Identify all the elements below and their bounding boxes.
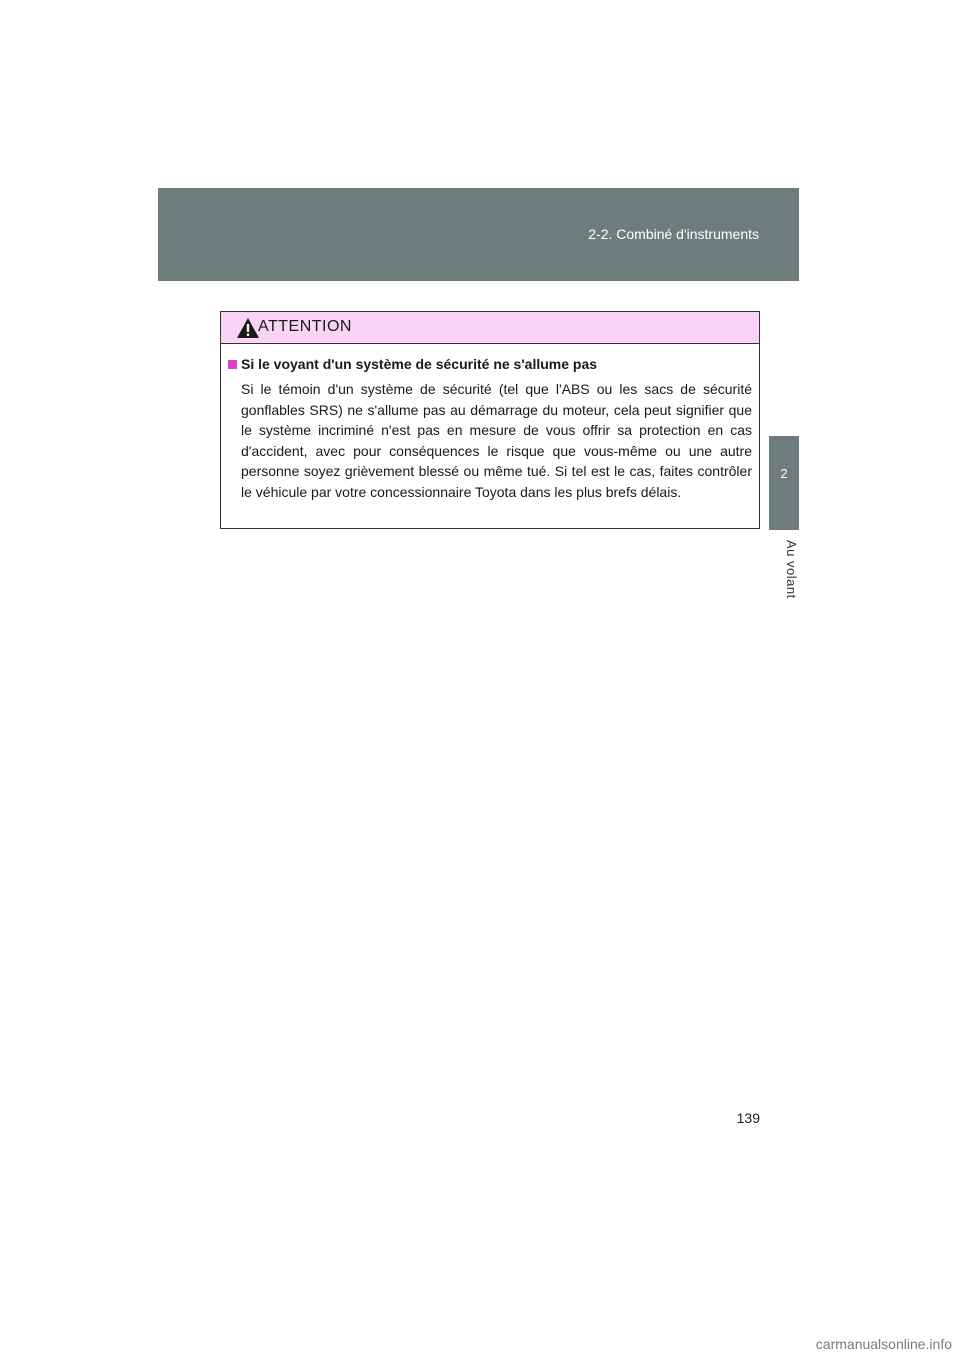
caution-box <box>220 311 760 529</box>
caution-header <box>221 312 759 344</box>
warning-triangle-icon <box>236 317 260 339</box>
page-number: 139 <box>736 1110 760 1126</box>
chapter-number: 2 <box>780 466 788 481</box>
section-header-band <box>158 188 799 281</box>
watermark: carmanualsonline.info <box>815 1336 952 1352</box>
caution-item-heading <box>228 354 752 374</box>
caution-title: ATTENTION <box>258 318 352 335</box>
chapter-label: Au volant <box>784 540 799 599</box>
caution-item-heading-text: Si le voyant d'un système de sécurité ne s'allume pas <box>241 356 598 372</box>
caution-item-text: Si le témoin d'un système de sécurité (tel que l'ABS ou les sacs de sécurité gonflables SRS) ne s'allume pas au démarrage du moteur, cela peut signifier que le système incriminé n'est pas en mesure de vous offrir sa protection en cas d'accident, avec pour conséquences le risque que vous-même ou une autre personne soyez grièvement blessé ou même tué. Si tel est le cas, faites contrôler le véhicule par votre concessionnaire Toyota dans les plus brefs délais. <box>241 381 752 500</box>
section-title: 2-2. Combiné d'instruments <box>588 226 759 242</box>
square-bullet-icon <box>228 360 237 369</box>
caution-body <box>221 344 759 502</box>
chapter-tab <box>769 436 799 530</box>
